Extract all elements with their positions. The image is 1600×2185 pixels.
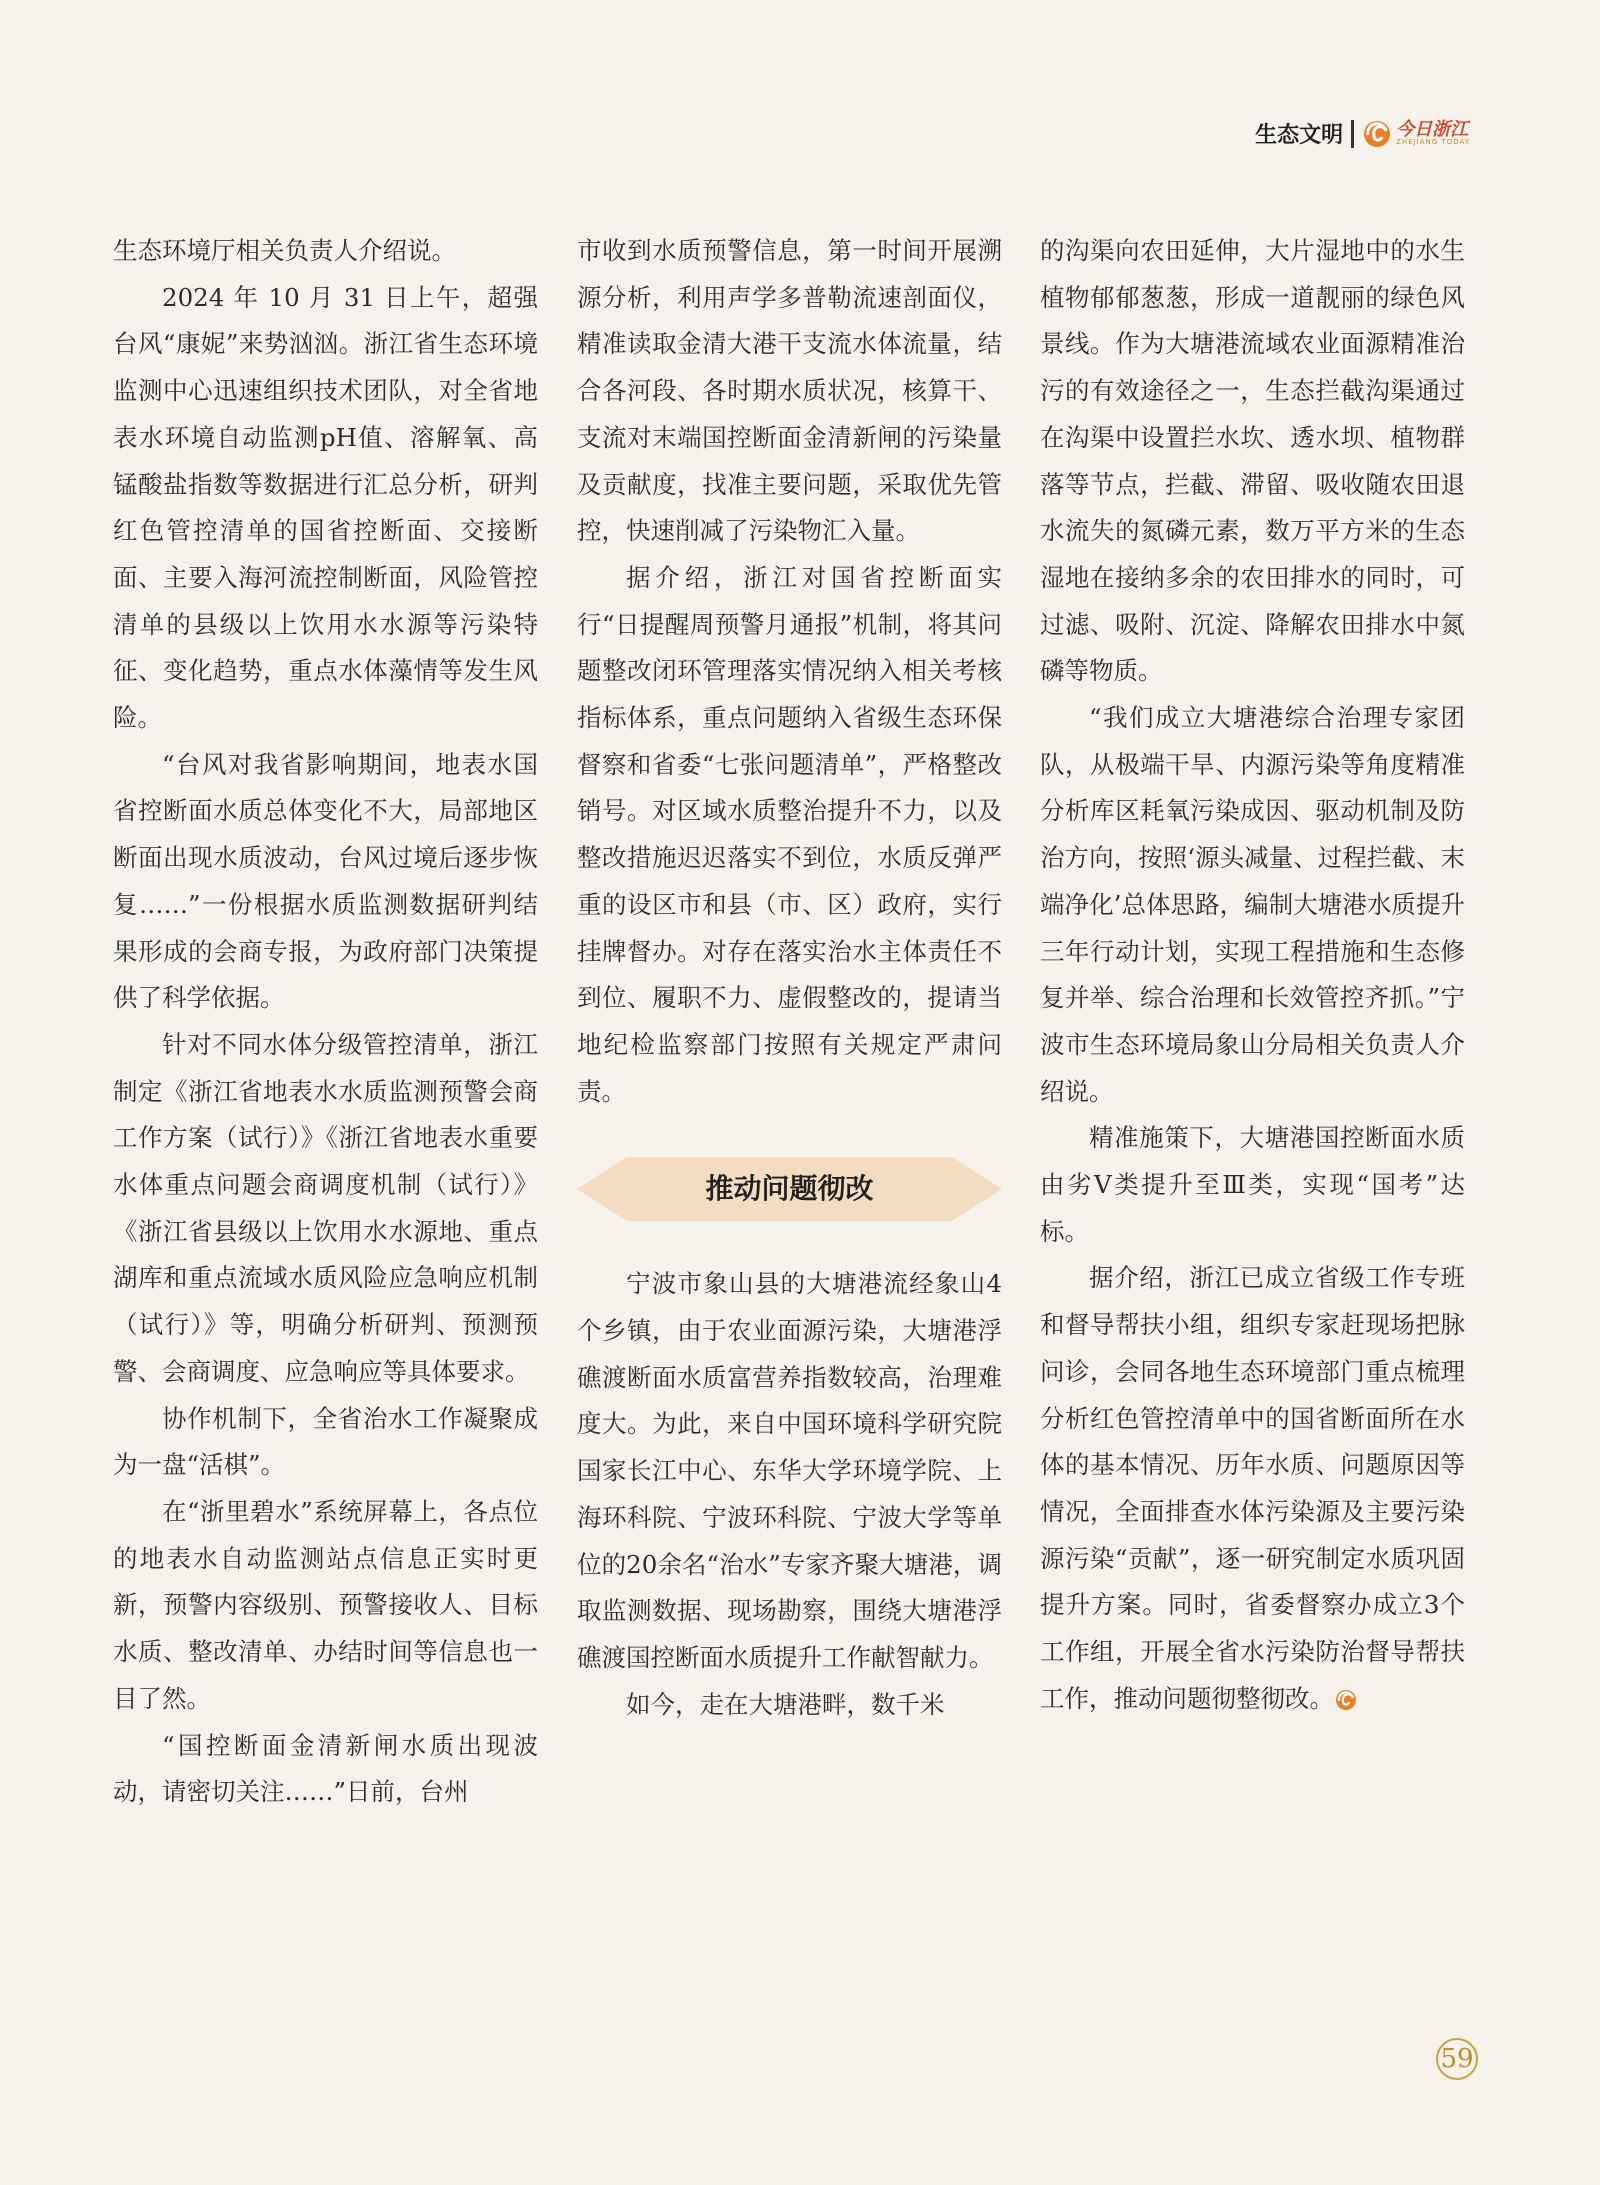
paragraph: 精准施策下，大塘港国控断面水质由劣Ⅴ类提升至Ⅲ类，实现“国考”达标。: [1040, 1123, 1465, 1246]
paragraph: 2024 年 10 月 31 日上午，超强台风“康妮”来势汹汹。浙江省生态环境监测中心迅速组织技术团队，对全省地表水环境自动监测pH值、溶解氧、高锰酸盐指数等数据进行汇总分析，研判红色管控清单的国省控断面、交接断面、主要入海河流控制断面，风险管控清单的县级以上饮用水水源等污染特征、变化趋势，重点水体藻情等发生风险。: [113, 282, 538, 733]
paragraph: 协作机制下，全省治水工作凝聚成为一盘“活棋”。: [113, 1403, 538, 1480]
logo-swirl-icon: [1362, 119, 1392, 149]
paragraph: 宁波市象山县的大塘港流经象山4个乡镇，由于农业面源污染，大塘港浮礁渡断面水质富营养指数较高，治理难度大。为此，来自中国环境科学研究院国家长江中心、东华大学环境学院、上海环科院、宁波环科院、宁波大学等单位的20余名“治水”专家齐聚大塘港，调取监测数据、现场勘察，围绕大塘港浮礁渡国控断面水质提升工作献智献力。: [577, 1269, 1002, 1672]
paragraph-last: [1040, 1255, 1465, 1722]
paragraph: “台风对我省影响期间，地表水国省控断面水质总体变化不大，局部地区断面出现水质波动，台风过境后逐步恢复……”一份根据水质监测数据研判结果形成的会商专报，为政府部门决策提供了科学依据。: [113, 749, 538, 1013]
page-header: [1255, 118, 1470, 149]
paragraph: 针对不同水体分级管控清单，浙江制定《浙江省地表水水质监测预警会商工作方案（试行）》《浙江省地表水重要水体重点问题会商调度机制（试行）》《浙江省县级以上饮用水水源地、重点湖库和重点流域水质风险应急响应机制（试行）》等，明确分析研判、预测预警、会商调度、应急响应等具体要求。: [113, 1029, 538, 1386]
paragraph: 如今，走在大塘港畔，数千米: [626, 1689, 945, 1719]
magazine-logo: [1362, 119, 1470, 149]
paragraph-text: 据介绍，浙江已成立省级工作专班和督导帮扶小组，组织专家赶现场把脉问诊，会同各地生态环境部门重点梳理分析红色管控清单中的国省断面所在水体的基本情况、历年水质、问题原因等情况，全面排查水体污染源及主要污染源污染“贡献”，逐一研究制定水质巩固提升方案。同时，省委督察办成立3个工作组，开展全省水污染防治督导帮扶工作，推动问题彻整彻改。: [1040, 1263, 1465, 1713]
paragraph: 市收到水质预警信息，第一时间开展溯源分析，利用声学多普勒流速剖面仪，精准读取金清大港干支流水体流量，结合各河段、各时期水质状况，核算干、支流对末端国控断面金清新闸的污染量及贡献度，找准主要问题，采取优先管控，快速削减了污染物汇入量。: [577, 236, 1002, 546]
logo-chinese-text: 今日浙江: [1396, 119, 1469, 140]
page-number: 59: [1436, 2038, 1478, 2080]
logo-english-text: ZHEJIANG TODAY: [1396, 138, 1470, 146]
paragraph: 据介绍，浙江对国省控断面实行“日提醒周预警月通报”机制，将其问题整改闭环管理落实情况纳入相关考核指标体系，重点问题纳入省级生态环保督察和省委“七张问题清单”，严格整改销号。对区域水质整治提升不力，以及整改措施迟迟落实不到位，水质反弹严重的设区市和县（市、区）政府，实行挂牌督办。对存在落实治水主体责任不到位、履职不力、虚假整改的，提请当地纪检监察部门按照有关规定严肃问责。: [577, 562, 1002, 1106]
paragraph: 生态环境厅相关负责人介绍说。: [113, 236, 456, 265]
end-mark-icon: [1334, 1688, 1358, 1712]
header-divider: [1351, 120, 1354, 148]
article-column-1: [113, 228, 538, 1816]
paragraph: 的沟渠向农田延伸，大片湿地中的水生植物郁郁葱葱，形成一道靓丽的绿色风景线。作为大塘港流域农业面源精准治污的有效途径之一，生态拦截沟渠通过在沟渠中设置拦水坎、透水坝、植物群落等节点，拦截、滞留、吸收随农田退水流失的氮磷元素，数万平方米的生态湿地在接纳多余的农田排水的同时，可过滤、吸附、沉淀、降解农田排水中氮磷等物质。: [1040, 236, 1465, 686]
subheading-text: 推动问题彻改: [705, 1172, 874, 1205]
subheading-banner: [577, 1155, 1002, 1223]
section-title: 生态文明: [1255, 123, 1344, 148]
article-column-2: [577, 228, 1002, 1728]
paragraph: 在“浙里碧水”系统屏幕上，各点位的地表水自动监测站点信息正实时更新，预警内容级别、预警接收人、目标水质、整改清单、办结时间等信息也一目了然。: [113, 1496, 538, 1713]
paragraph: “我们成立大塘港综合治理专家团队，从极端干旱、内源污染等角度精准分析库区耗氧污染成因、驱动机制及防治方向，按照‘源头减量、过程拦截、末端净化’总体思路，编制大塘港水质提升三年行动计划，实现工程措施和生态修复并举、综合治理和长效管控齐抓。”宁波市生态环境局象山分局相关负责人介绍说。: [1040, 703, 1465, 1106]
article-column-3: [1040, 228, 1465, 1723]
paragraph: “国控断面金清新闸水质出现波动，请密切关注……”日前，台州: [113, 1730, 538, 1807]
